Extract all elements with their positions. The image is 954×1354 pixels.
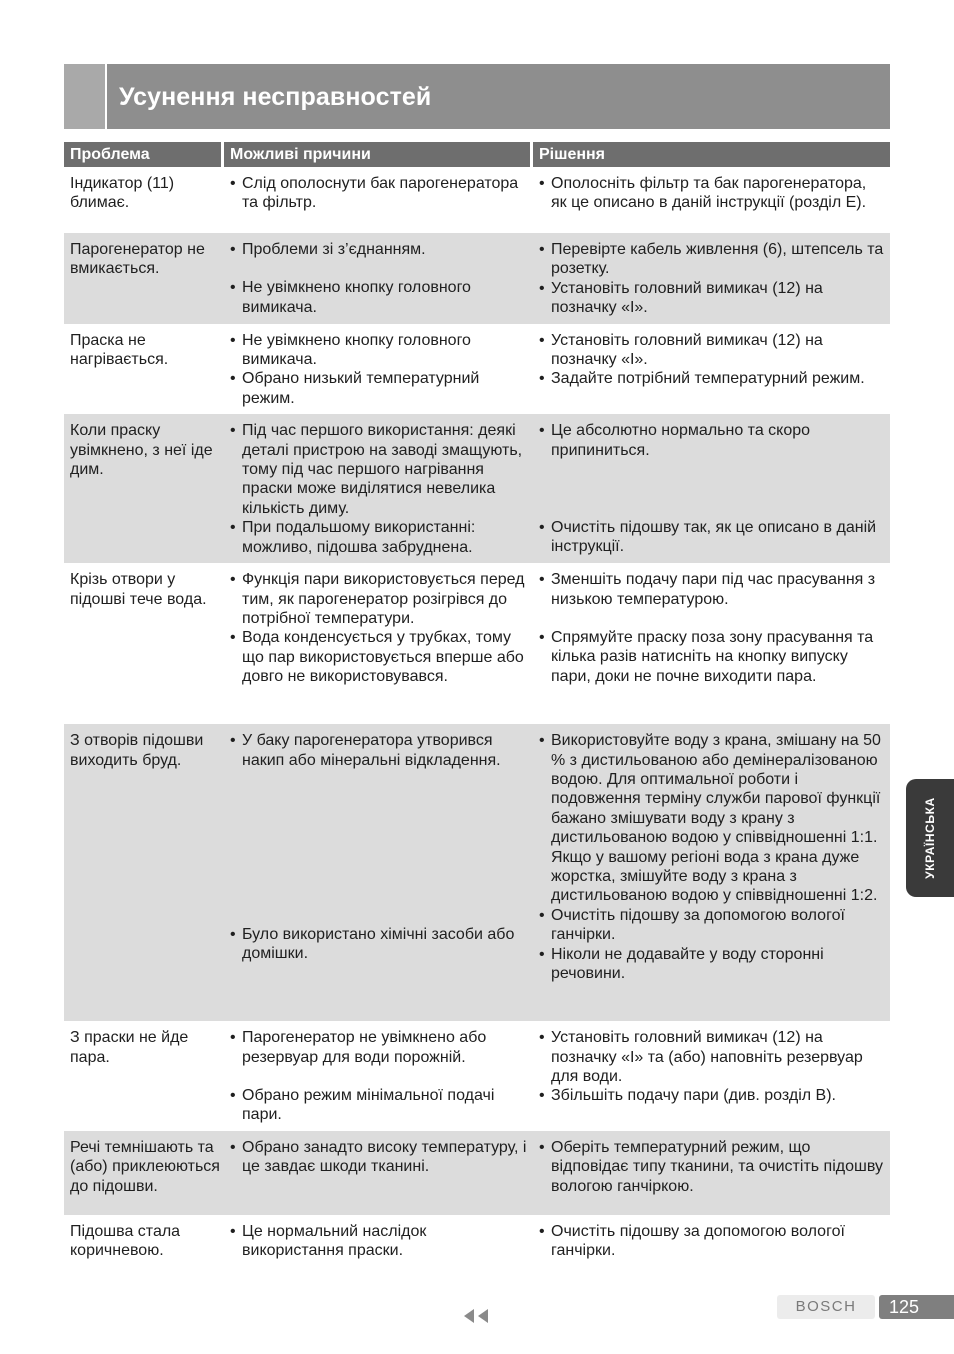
causes-cell <box>224 324 533 415</box>
table-row <box>64 1021 890 1131</box>
solutions-cell <box>533 1131 890 1215</box>
causes-cell <box>224 414 533 563</box>
problem-cell: Коли праску увімкнено, з неї іде дим. <box>64 414 224 563</box>
cause-item: • Обрано режим мінімальної подачі пари. <box>230 1086 527 1125</box>
table-row <box>64 1215 890 1281</box>
cause-item: • У баку парогенератора утворився накип або мінеральні відкладення. <box>230 731 527 770</box>
header-solutions: Рішення <box>533 142 890 167</box>
causes-cell <box>224 563 533 724</box>
solution-item: • Використовуйте воду з крана, змішану на 50 % з дистильованою або демінералізованою водою. Для оптимальної роботи і подовження терміну служби парової функції бажано змішувати воду з крану з дистильованою водою у співвідношенні 1:1. Якщо у вашому регіоні вода з крана дуже жорстка, змішуйте воду з крана з дистильованою водою у співвідношенні 1:2. <box>539 731 884 906</box>
solution-item: • Перевірте кабель живлення (6), штепсель та розетку. <box>539 240 884 279</box>
solutions-cell <box>533 167 890 233</box>
cause-item: • При подальшому використанні: можливо, підошва забруднена. <box>230 518 527 557</box>
cause-item: • Обрано низький температурний режим. <box>230 369 527 408</box>
table-row <box>64 563 890 724</box>
solutions-cell <box>533 563 890 724</box>
header-causes: Можливі причини <box>224 142 533 167</box>
solution-item: • Очистіть підошву за допомогою вологої ганчірки. <box>539 1222 884 1261</box>
solutions-cell <box>533 324 890 415</box>
table-row <box>64 324 890 415</box>
brand-label: BOSCH <box>777 1295 875 1319</box>
causes-cell <box>224 1021 533 1131</box>
solutions-cell <box>533 233 890 324</box>
solution-item: • Установіть головний вимикач (12) на позначку «I». <box>539 279 884 318</box>
solution-item: • Очистіть підошву так, як це описано в даній інструкції. <box>539 518 884 557</box>
solutions-cell <box>533 1021 890 1131</box>
causes-cell <box>224 1215 533 1281</box>
causes-cell <box>224 724 533 1021</box>
cause-item: • Парогенератор не увімкнено або резервуар для води порожній. <box>230 1028 527 1067</box>
page-number: 125 <box>879 1295 954 1319</box>
causes-cell <box>224 233 533 324</box>
solution-item: • Збільшіть подачу пари (див. розділ B). <box>539 1086 884 1105</box>
solutions-cell <box>533 414 890 563</box>
table-header-row <box>64 142 890 167</box>
troubleshooting-table <box>64 142 890 1281</box>
table-row <box>64 1131 890 1215</box>
title-bar <box>64 64 890 129</box>
problem-cell: Праска не нагрівається. <box>64 324 224 415</box>
solution-item: • Ополосніть фільтр та бак парогенератора, як це описано в даній інструкції (розділ E). <box>539 174 884 213</box>
problem-cell: Речі темнішають та (або) приклеюються до підошви. <box>64 1131 224 1215</box>
causes-cell <box>224 167 533 233</box>
cause-item: • Не увімкнено кнопку головного вимикача. <box>230 278 527 317</box>
problem-cell: З отворів підошви виходить бруд. <box>64 724 224 1021</box>
solution-item: • Оберіть температурний режим, що відповідає типу тканини, та очистіть підошву вологою ганчіркою. <box>539 1138 884 1196</box>
problem-cell: Крізь отвори у підошві тече вода. <box>64 563 224 724</box>
causes-cell <box>224 1131 533 1215</box>
language-tab-label: УКРАЇНСЬКА <box>923 797 937 879</box>
table-row <box>64 167 890 233</box>
solution-item: • Ніколи не додавайте у воду сторонні речовини. <box>539 945 884 984</box>
problem-cell: Індикатор (11) блимає. <box>64 167 224 233</box>
cause-item: • Слід ополоснути бак парогенератора та фільтр. <box>230 174 527 213</box>
page-title: Усунення несправностей <box>119 83 432 111</box>
solutions-cell <box>533 1215 890 1281</box>
cause-item: • Функція пари використовується перед тим, як парогенератор розігрівся до потрібної температури. <box>230 570 527 628</box>
table-row <box>64 414 890 563</box>
cause-item: • Обрано занадто високу температуру, і це завдає шкоди тканині. <box>230 1138 527 1177</box>
solution-item: • Це абсолютно нормально та скоро припиниться. <box>539 421 884 460</box>
problem-cell: Підошва стала коричневою. <box>64 1215 224 1281</box>
table-row <box>64 724 890 1021</box>
cause-item: • Це нормальний наслідок використання праски. <box>230 1222 527 1261</box>
solution-item: • Задайте потрібний температурний режим. <box>539 369 884 388</box>
cause-item: • Вода конденсується у трубках, тому що пар використовується вперше або довго не використовувався. <box>230 628 527 686</box>
cause-item: • Не увімкнено кнопку головного вимикача. <box>230 331 527 370</box>
cause-item: • Проблеми зі з’єднанням. <box>230 240 527 259</box>
solution-item: • Зменшіть подачу пари під час прасування з низькою температурою. <box>539 570 884 609</box>
table-row <box>64 233 890 324</box>
problem-cell: Парогенератор не вмикається. <box>64 233 224 324</box>
double-left-arrow-icon <box>462 1307 492 1325</box>
solution-item: • Установіть головний вимикач (12) на позначку «I» та (або) наповніть резервуар для води. <box>539 1028 884 1086</box>
solution-item: • Установіть головний вимикач (12) на позначку «I». <box>539 331 884 370</box>
cause-item: • Було використано хімічні засоби або домішки. <box>230 925 527 964</box>
solutions-cell <box>533 724 890 1021</box>
cause-item: • Під час першого використання: деякі деталі пристрою на заводі змащують, тому під час першого нагрівання праски може виділятися невелика кількість диму. <box>230 421 527 518</box>
solution-item: • Очистіть підошву за допомогою вологої ганчірки. <box>539 906 884 945</box>
solution-item: • Спрямуйте праску поза зону прасування та кілька разів натисніть на кнопку випуску пари, доки не почне виходити пара. <box>539 628 884 686</box>
header-problem: Проблема <box>64 142 224 167</box>
problem-cell: З праски не йде пара. <box>64 1021 224 1131</box>
title-accent-square <box>64 64 107 129</box>
language-tab <box>906 779 954 897</box>
